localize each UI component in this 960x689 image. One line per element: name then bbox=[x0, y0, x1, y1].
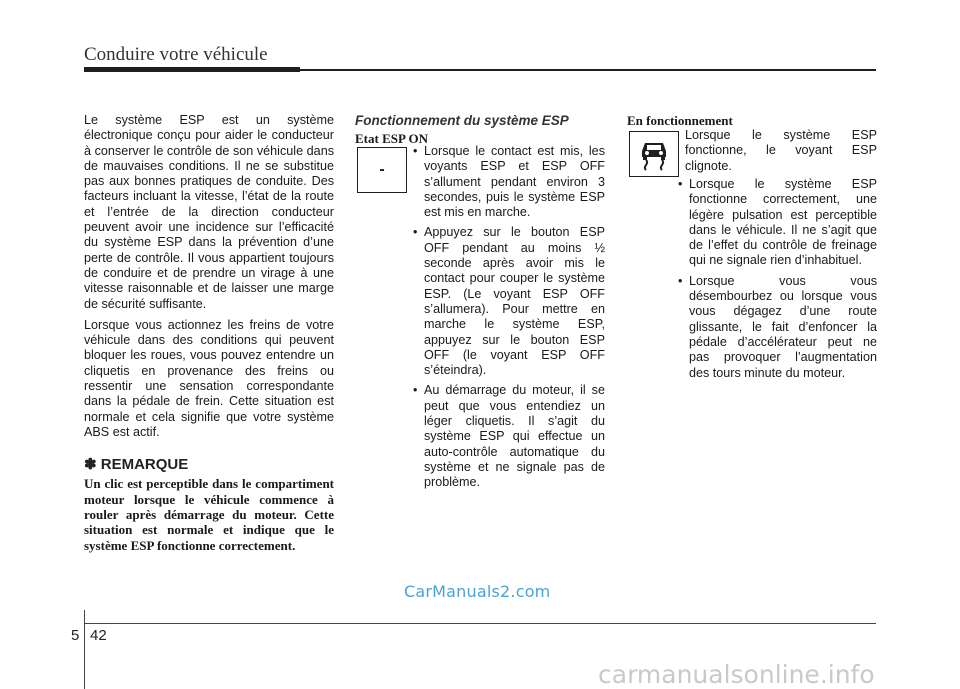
indicator-placeholder-box: - bbox=[357, 147, 407, 193]
list-item: • Au démarrage du moteur, il se peut que vous entendiez un léger cliquetis. Il s’agit du système ESP qui effectue un auto-contrôle automatique du système et ne signale pas de problème. bbox=[413, 383, 605, 490]
column-2 bbox=[355, 113, 605, 147]
header-bar bbox=[84, 67, 300, 72]
brakes-paragraph: Lorsque vous actionnez les freins de votre véhicule dans des conditions qui peuvent bloquer les roues, vous pouvez entendre un cliquetis en provenance des freins ou ressentir une sensation correspondante dans la pédale de frein. Cette situation est normale et cela signifie que votre système ABS est actif. bbox=[84, 317, 334, 439]
list-item: • Appuyez sur le bouton ESP OFF pendant au moins ½ seconde après avoir mis le contact pour couper le système ESP. (Le voyant ESP OFF s’allumera). Pour mettre en marche le système ESP, appuyez sur le bouton ESP OFF (le voyant ESP OFF s’éteindra). bbox=[413, 225, 605, 378]
page-number: 42 bbox=[90, 627, 107, 644]
operating-subtitle: En fonctionnement bbox=[627, 113, 733, 128]
watermark-link[interactable]: CarManuals2.com bbox=[404, 582, 551, 601]
esp-indicator-box bbox=[629, 131, 679, 177]
page-header-title: Conduire votre véhicule bbox=[84, 44, 268, 65]
esp-on-list bbox=[413, 144, 605, 491]
footer-divider bbox=[84, 610, 85, 689]
esp-on-subtitle: Etat ESP ON bbox=[355, 131, 428, 146]
operating-list bbox=[678, 177, 877, 381]
chapter-number: 5 bbox=[71, 627, 80, 644]
note-title: ✽ REMARQUE bbox=[84, 456, 189, 474]
note-body: Un clic est perceptible dans le compartiment moteur lorsque le véhicule commence à rouler après démarrage du moteur. Cette situation est normale et indique que le système ESP fonctionne correctement. bbox=[84, 476, 334, 553]
list-item: • Lorsque vous vous désembourbez ou lorsque vous vous dégagez d’une route glissante, le fait d’enfoncer la pédale d’accélérateur peut ne pas provoquer l’augmentation des tours minute du moteur. bbox=[678, 274, 877, 381]
column-3 bbox=[627, 113, 877, 129]
footer-rule bbox=[84, 623, 876, 624]
header-rule bbox=[300, 69, 876, 71]
column-1 bbox=[84, 113, 334, 553]
list-item: • Lorsque le contact est mis, les voyants ESP et ESP OFF s’allument pendant environ 3 secondes, puis le système ESP est mis en marche. bbox=[413, 144, 605, 220]
list-item: • Lorsque le système ESP fonctionne correctement, une légère pulsation est perceptible dans le véhicule. Il ne s’agit que de l’effet du contrôle de freinage qui ne signale rien d’inhabituel. bbox=[678, 177, 877, 269]
section-title: Fonctionnement du système ESP bbox=[355, 113, 569, 128]
esp-skid-car-icon bbox=[637, 137, 671, 171]
site-watermark: carmanualsonline.info bbox=[598, 660, 875, 689]
intro-paragraph: Le système ESP est un système électronique conçu pour aider le conducteur à conserver le contrôle de son véhicule dans de mauvaises conditions. Il ne se substitue pas aux bonnes pratiques de conduite. Des facteurs incluant la vitesse, l’état de la route et l’entrée de la direction conducteur peuvent avoir une incidence sur l’efficacité du système ESP dans la prévention d’une perte de contrôle. Il vous appartient toujours de conduire et de prendre un virage à une vitesse raisonnable et de laisser une marge de sécurité suffisante. bbox=[84, 113, 334, 311]
operating-intro: Lorsque le système ESP fonctionne, le voyant ESP clignote. bbox=[685, 128, 877, 173]
